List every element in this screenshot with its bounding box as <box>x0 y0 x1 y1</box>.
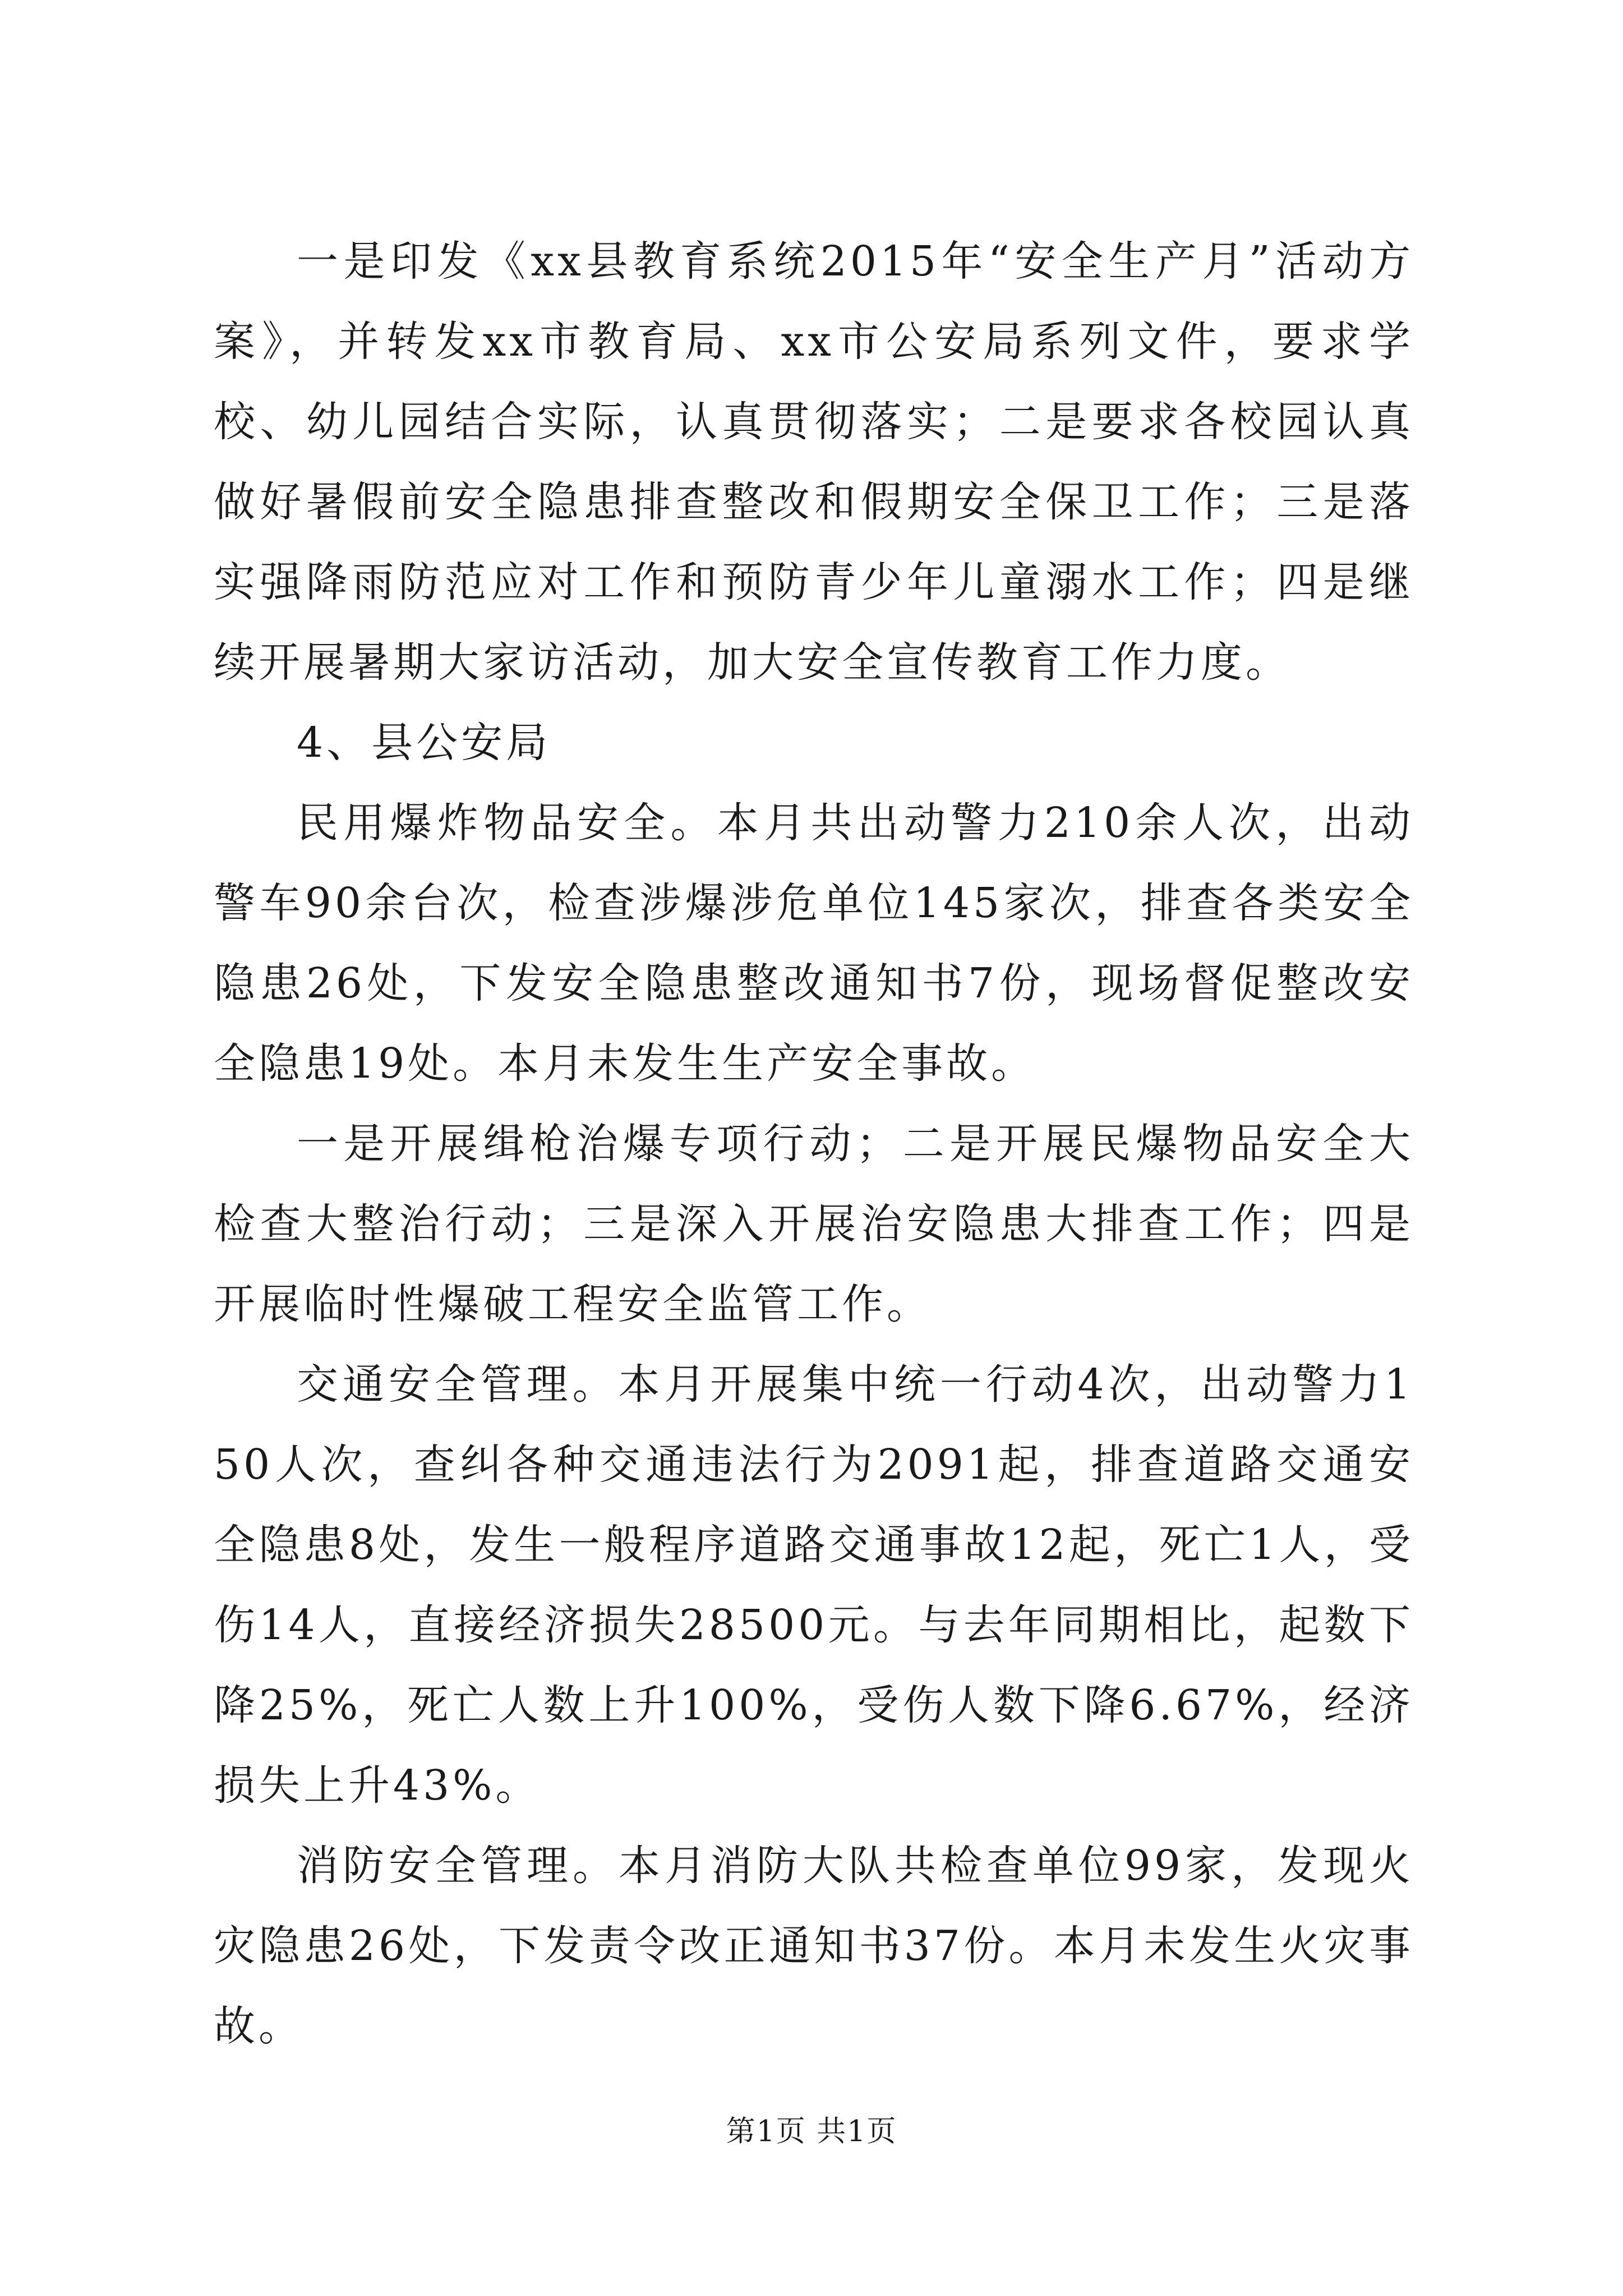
paragraph-explosives-safety: 民用爆炸物品安全。本月共出动警力210余人次，出动警车90余台次，检查涉爆涉危单位145家次，排查各类安全隐患26处，下发安全隐患整改通知书7份，现场督促整改安全隐患19处。本月未发生生产安全事故。 <box>214 799 1414 1088</box>
paragraph-education-measures: 一是印发《xx县教育系统2015年“安全生产月”活动方案》，并转发xx市教育局、xx市公安局系列文件，要求学校、幼儿园结合实际，认真贯彻落实；二是要求各校园认真做好暑假前安全隐患排查整改和假期安全保卫工作；三是落实强降雨防范应对工作和预防青少年儿童溺水工作；四是继续开展暑期大家访活动，加大安全宣传教育工作力度。 <box>214 237 1414 687</box>
section-heading-public-security: 4、县公安局 <box>297 719 551 767</box>
document-body <box>214 222 1414 2067</box>
paragraph-traffic-safety: 交通安全管理。本月开展集中统一行动4次，出动警力150人次，查纠各种交通违法行为2091起，排查道路交通安全隐患8处，发生一般程序道路交通事故12起，死亡1人，受伤14人，直接经济损失28500元。与去年同期相比，起数下降25%，死亡人数上升100%，受伤人数下降6.67%，经济损失上升43%。 <box>214 1360 1414 1810</box>
page-number-footer: 第1页 共1页 <box>726 2115 897 2148</box>
paragraph-fire-safety: 消防安全管理。本月消防大队共检查单位99家，发现火灾隐患26处，下发责令改正通知书37份。本月未发生火灾事故。 <box>214 1842 1414 2050</box>
paragraph-explosives-measures: 一是开展缉枪治爆专项行动；二是开展民爆物品安全大检查大整治行动；三是深入开展治安隐患大排查工作；四是开展临时性爆破工程安全监管工作。 <box>214 1120 1414 1328</box>
